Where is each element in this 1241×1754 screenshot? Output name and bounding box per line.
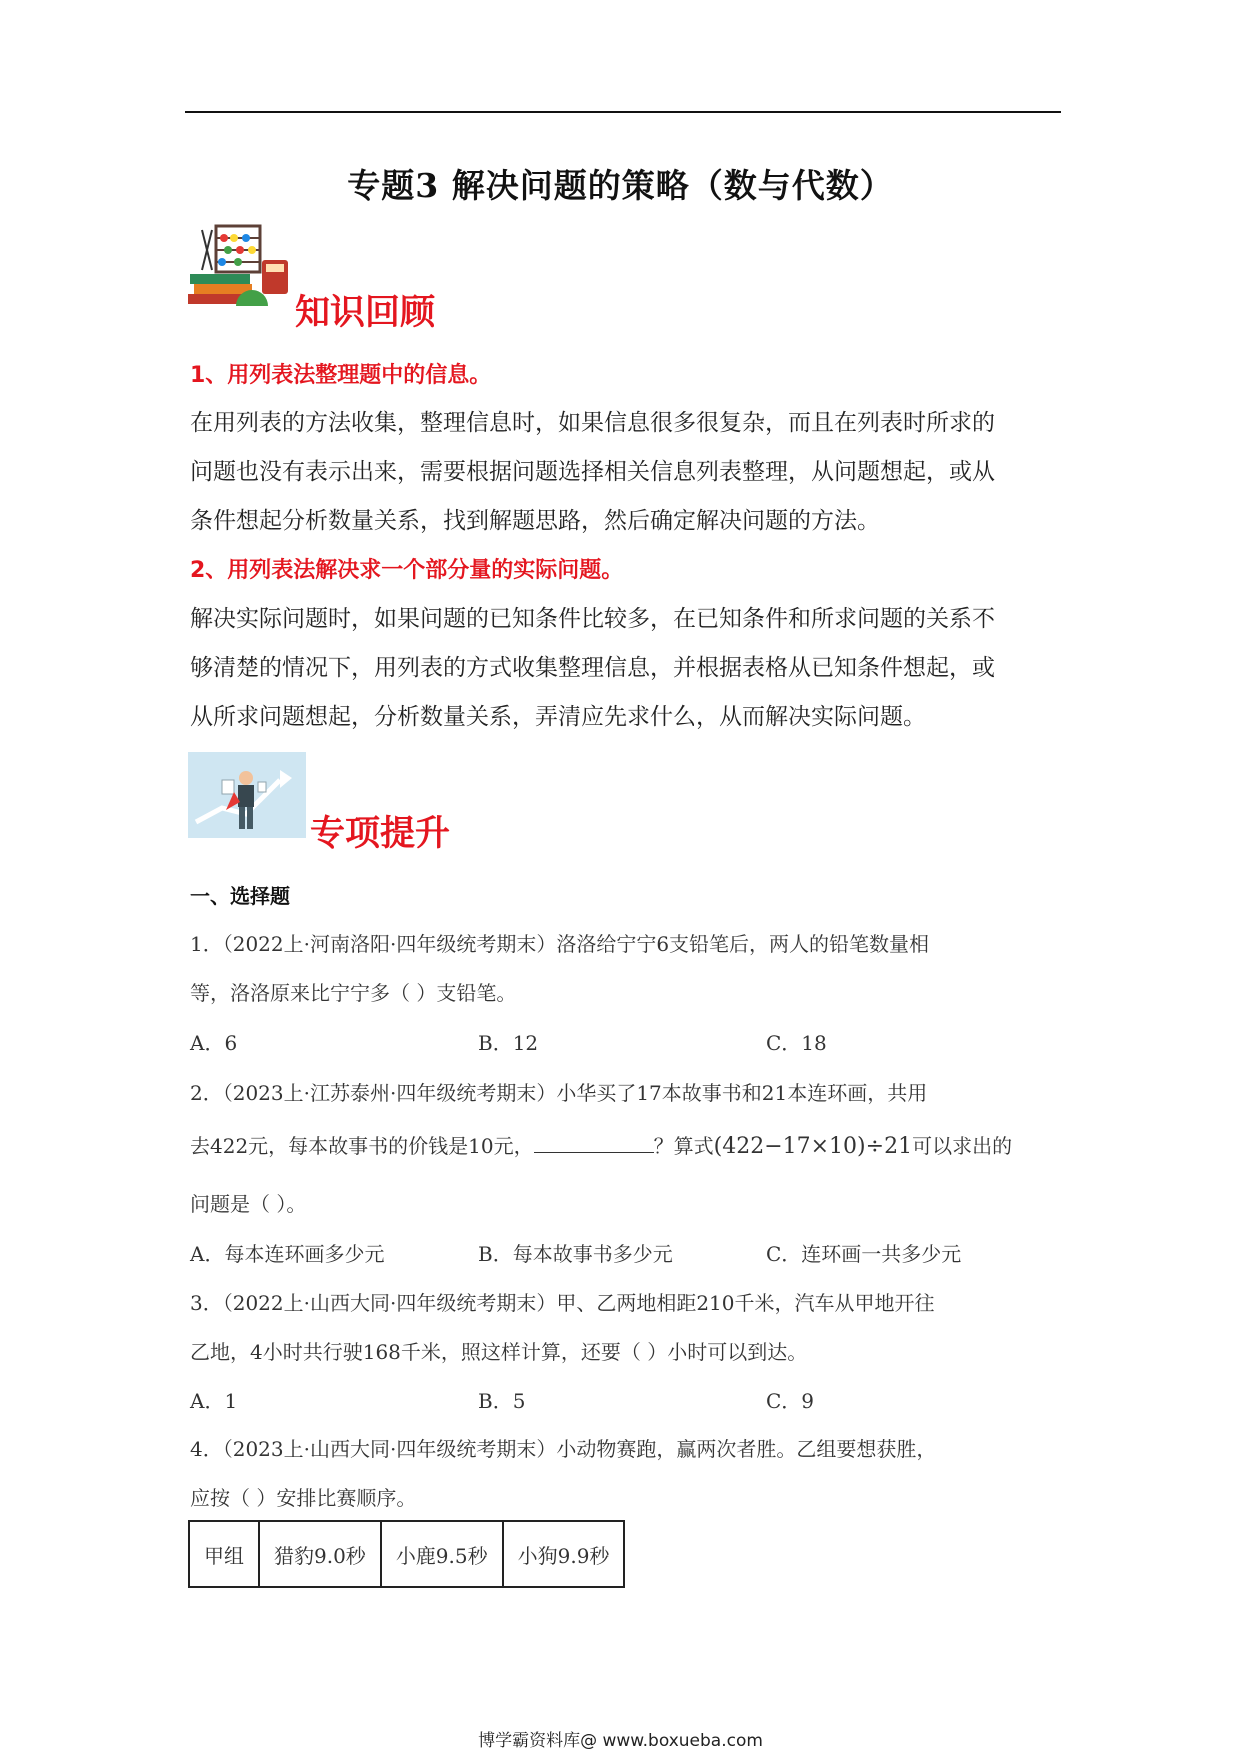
question-2-option-a: A．每本连环画多少元 (190, 1242, 385, 1266)
review-para-2-line-2: 够清楚的情况下，用列表的方式收集整理信息，并根据表格从已知条件想起，或 (190, 655, 995, 681)
review-para-1-line-1: 在用列表的方法收集，整理信息时，如果信息很多很复杂，而且在列表时所求的 (190, 410, 995, 436)
question-2-line-3: 问题是（ ）。 (190, 1192, 307, 1216)
review-para-2-line-3: 从所求问题想起，分析数量关系，弄清应先求什么，从而解决实际问题。 (190, 704, 926, 730)
question-2-line-1: 2．（2023上·江苏泰州·四年级统考期末）小华买了17本故事书和21本连环画，共用 (190, 1081, 928, 1105)
answer-blank (534, 1134, 654, 1153)
formula: (422−17×10)÷21 (713, 1134, 913, 1159)
question-4-line-1: 4．（2023上·山西大同·四年级统考期末）小动物赛跑，赢两次者胜。乙组要想获胜， (190, 1437, 937, 1461)
review-para-2-line-1: 解决实际问题时，如果问题的已知条件比较多，在已知条件和所求问题的关系不 (190, 606, 995, 632)
question-4-line-2: 应按（ ）安排比赛顺序。 (190, 1486, 417, 1510)
question-2-option-c: C．连环画一共多少元 (766, 1242, 962, 1266)
section-title-practice: 专项提升 (310, 813, 451, 854)
question-2-option-b: B．每本故事书多少元 (478, 1242, 673, 1266)
question-3-line-2: 乙地，4小时共行驶168千米，照这样计算，还要（ ）小时可以到达。 (190, 1340, 808, 1364)
page-title: 专题3 解决问题的策略（数与代数） (347, 166, 894, 205)
table-cell: 猎豹9.0秒 (259, 1521, 381, 1587)
review-heading-2: 2、用列表法解决求一个部分量的实际问题。 (190, 558, 624, 583)
question-1-option-b: B．12 (478, 1031, 539, 1055)
review-heading-1: 1、用列表法整理题中的信息。 (190, 363, 492, 388)
footer-watermark: 博学霸资料库@ www.boxueba.com (478, 1731, 763, 1751)
race-table (188, 1520, 625, 1588)
question-1-line-2: 等，洛洛原来比宁宁多（ ）支铅笔。 (190, 981, 517, 1005)
top-rule (185, 111, 1061, 113)
question-1-option-a: A．6 (190, 1031, 238, 1055)
question-3-line-1: 3．（2022上·山西大同·四年级统考期末）甲、乙两地相距210千米，汽车从甲地开往 (190, 1291, 935, 1315)
section-title-review: 知识回顾 (295, 292, 436, 333)
question-2-line-2-mid: ？算式 (653, 1134, 714, 1158)
question-2-line-2-start: 去422元，每本故事书的价钱是10元， (190, 1134, 534, 1158)
question-1-line-1: 1．（2022上·河南洛阳·四年级统考期末）洛洛给宁宁6支铅笔后，两人的铅笔数量相 (190, 932, 930, 956)
sub-heading-choice: 一、选择题 (190, 884, 290, 908)
question-1-option-c: C．18 (766, 1031, 827, 1055)
table-cell: 小狗9.9秒 (503, 1521, 625, 1587)
table-cell: 小鹿9.5秒 (381, 1521, 503, 1587)
review-para-1-line-2: 问题也没有表示出来，需要根据问题选择相关信息列表整理，从问题想起，或从 (190, 459, 995, 485)
question-3-option-b: B．5 (478, 1389, 526, 1413)
math-tools-icon (188, 222, 293, 307)
question-3-option-a: A．1 (190, 1389, 238, 1413)
question-2-line-2 (190, 1130, 1012, 1159)
table-cell: 甲组 (189, 1521, 259, 1587)
table-row (189, 1521, 624, 1587)
question-2-line-2-end: 可以求出的 (912, 1134, 1013, 1158)
growth-chart-person-icon (188, 752, 306, 838)
review-para-1-line-3: 条件想起分析数量关系，找到解题思路，然后确定解决问题的方法。 (190, 508, 880, 534)
question-3-option-c: C．9 (766, 1389, 815, 1413)
